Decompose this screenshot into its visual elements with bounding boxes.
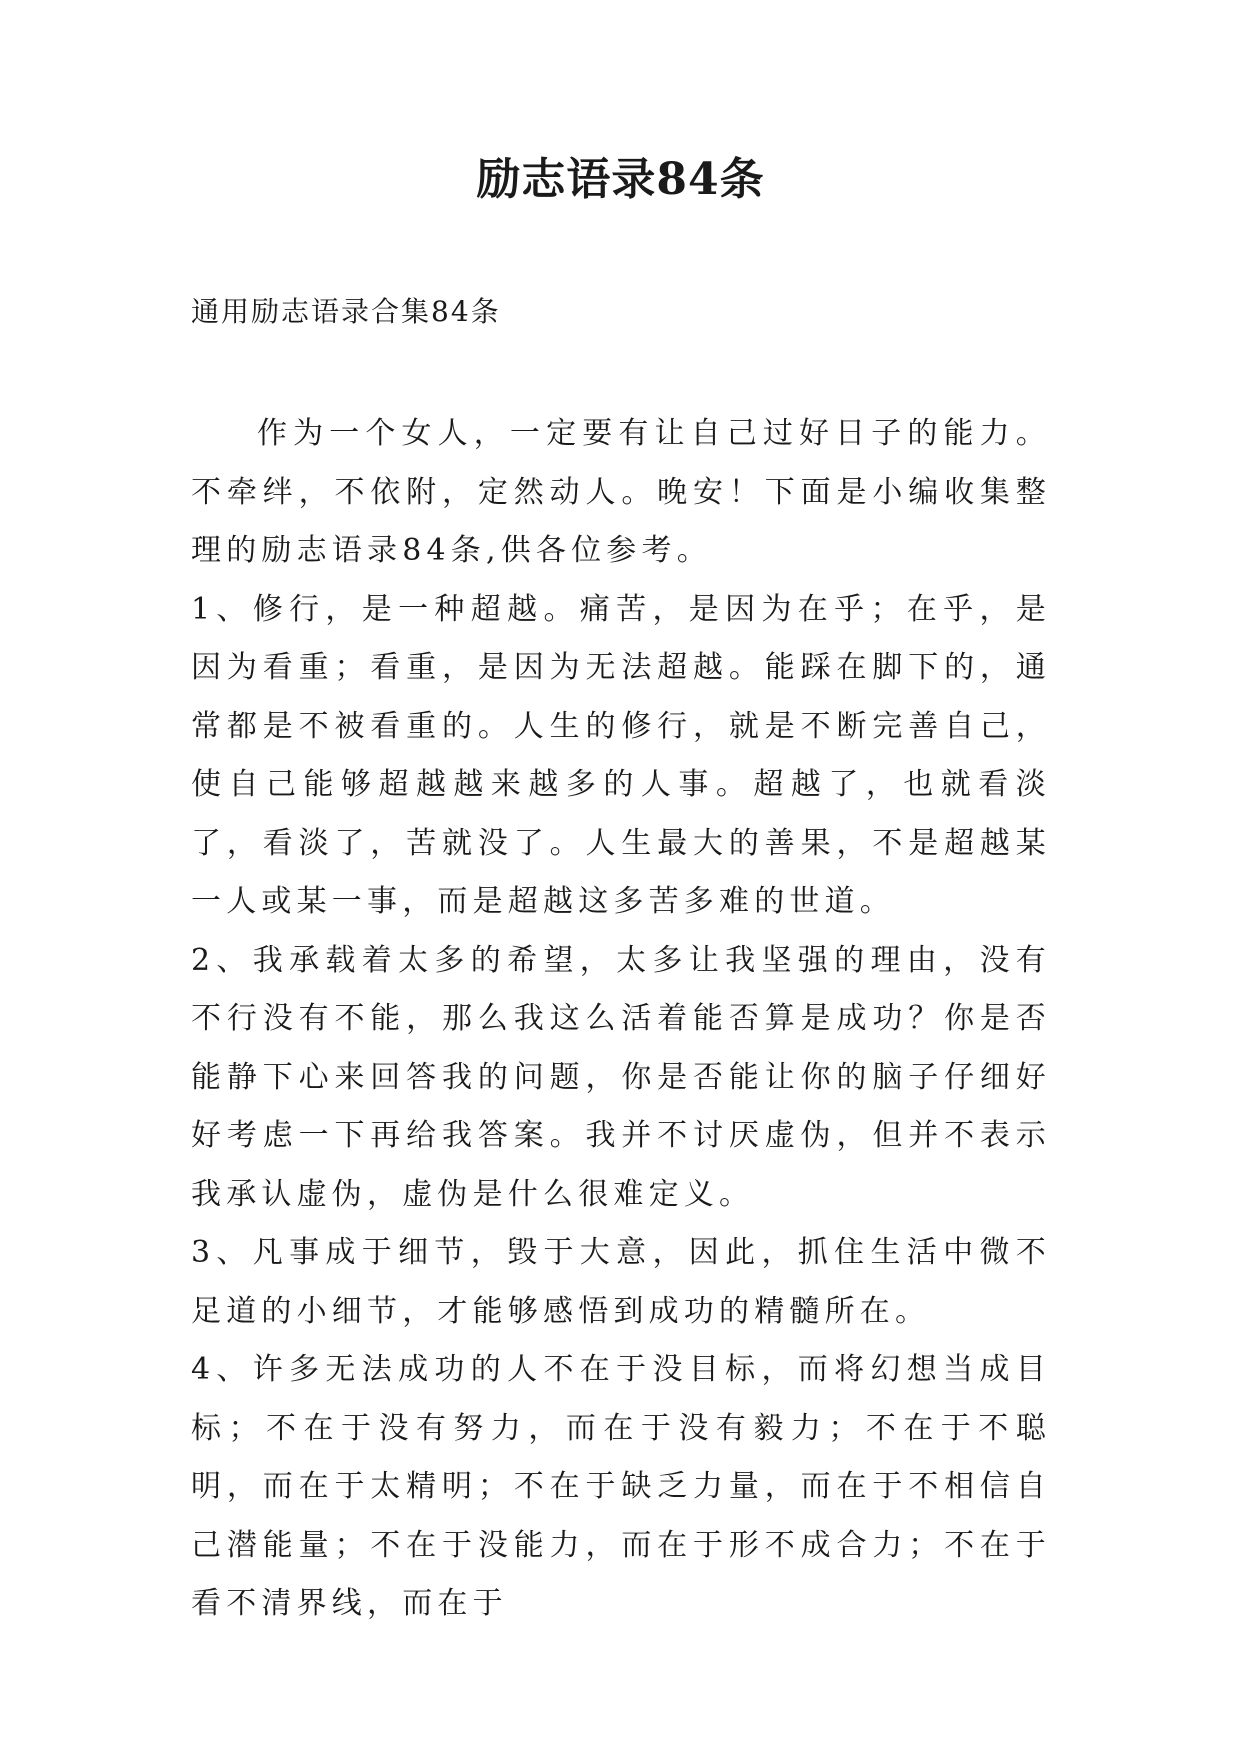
document-body xyxy=(191,405,1051,1634)
quote-item-2: 2、我承载着太多的希望，太多让我坚强的理由，没有不行没有不能，那么我这么活着能否算是成功？你是否能静下心来回答我的问题，你是否能让你的脑子仔细好好考虑一下再给我答案。我并不讨厌虚伪，但并不表示我承认虚伪，虚伪是什么很难定义。 xyxy=(191,942,1051,1212)
intro-paragraph: 作为一个女人，一定要有让自己过好日子的能力。不牵绊，不依附，定然动人。晚安！下面是小编收集整理的励志语录84条,供各位参考。 xyxy=(191,416,1051,568)
document-title: 励志语录84条 xyxy=(476,154,765,205)
quote-item-4: 4、许多无法成功的人不在于没目标，而将幻想当成目标；不在于没有努力，而在于没有毅力；不在于不聪明，而在于太精明；不在于缺乏力量，而在于不相信自己潜能量；不在于没能力，而在于形不成合力；不在于看不清界线，而在于 xyxy=(191,1352,1051,1621)
quote-item-1: 1、修行，是一种超越。痛苦，是因为在乎；在乎，是因为看重；看重，是因为无法超越。能踩在脚下的，通常都是不被看重的。人生的修行，就是不断完善自己，使自己能够超越越来越多的人事。超越了，也就看淡了，看淡了，苦就没了。人生最大的善果，不是超越某一人或某一事，而是超越这多苦多难的世道。 xyxy=(191,591,1051,919)
quote-item-3: 3、凡事成于细节，毁于大意，因此，抓住生活中微不足道的小细节，才能够感悟到成功的精髓所在。 xyxy=(191,1235,1051,1329)
document-subtitle: 通用励志语录合集84条 xyxy=(191,295,501,328)
